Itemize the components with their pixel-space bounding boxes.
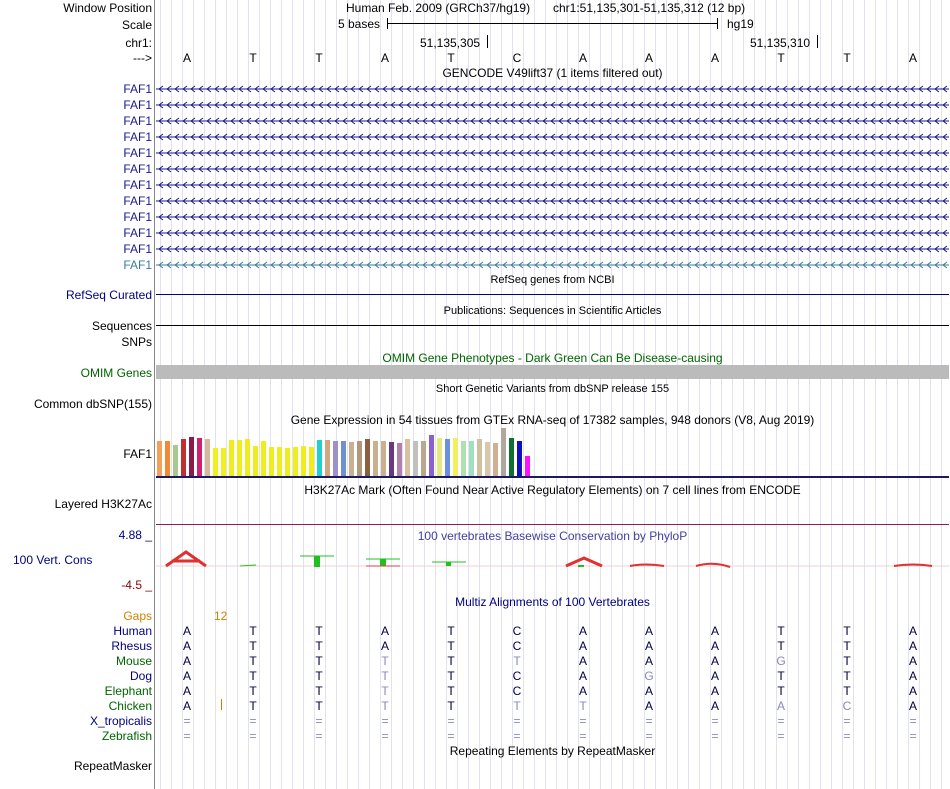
gtex-tissue-bar[interactable] (213, 448, 218, 476)
reference-base: T (777, 51, 785, 65)
alignment-base: T (777, 624, 785, 638)
alignment-base: T (843, 684, 851, 698)
gencode-transcript-line[interactable] (156, 147, 949, 159)
reference-base: A (644, 51, 653, 65)
phylop-max-label: 4.88 _ (118, 528, 152, 542)
alignment-base: A (908, 684, 917, 698)
gtex-tissue-bar[interactable] (165, 441, 170, 476)
alignment-base: T (315, 654, 323, 668)
alignment-base: A (578, 684, 587, 698)
alignment-base: A (710, 624, 719, 638)
gencode-transcript-line[interactable] (156, 83, 949, 95)
alignment-base: A (908, 669, 917, 683)
alignment-base: T (843, 639, 851, 653)
alignment-base: T (513, 654, 521, 668)
refseq-line[interactable] (156, 294, 949, 295)
alignment-base: T (579, 699, 587, 713)
h3k27ac-baseline (156, 524, 949, 525)
alignment-base: T (381, 699, 389, 713)
scale-label: Scale (121, 18, 152, 32)
alignment-base: T (777, 639, 785, 653)
alignment-base: = (183, 714, 191, 728)
alignment-base: A (182, 684, 191, 698)
reference-base: A (578, 51, 587, 65)
alignment-base: A (644, 684, 653, 698)
gtex-tissue-bar[interactable] (349, 442, 354, 476)
gencode-gene-label[interactable]: FAF1 (123, 114, 152, 128)
phylop-graph[interactable] (156, 546, 949, 574)
alignment-base: = (843, 729, 851, 743)
gtex-tissue-bar[interactable] (293, 447, 298, 476)
gtex-tissue-bar[interactable] (285, 448, 290, 476)
label-separator (154, 0, 155, 789)
dbsnp-title: Short Genetic Variants from dbSNP release 155 (435, 383, 670, 395)
alignment-base: C (512, 639, 522, 653)
strand-arrow-label: ---> (133, 51, 152, 65)
gtex-tissue-bar[interactable] (445, 439, 450, 476)
gtex-tissue-bar[interactable] (429, 435, 434, 476)
alignment-base: T (843, 654, 851, 668)
h3k27ac-label[interactable]: Layered H3K27Ac (54, 497, 152, 511)
alignment-base: T (315, 699, 323, 713)
gencode-gene-label[interactable]: FAF1 (123, 98, 152, 112)
gencode-gene-label[interactable]: FAF1 (123, 178, 152, 192)
alignment-base: A (908, 639, 917, 653)
multiz-title: Multiz Alignments of 100 Vertebrates (455, 595, 650, 609)
gtex-tissue-bar[interactable] (397, 443, 402, 476)
alignment-base: A (182, 654, 191, 668)
alignment-base: A (710, 654, 719, 668)
gtex-tissue-bar[interactable] (181, 439, 186, 476)
gtex-tissue-bar[interactable] (485, 442, 490, 476)
reference-base: T (315, 51, 323, 65)
alignment-base: T (447, 624, 455, 638)
gtex-tissue-bar[interactable] (333, 441, 338, 476)
gtex-title: Gene Expression in 54 tissues from GTEx RNA-seq of 17382 samples, 948 donors (V8, Aug 2019) (290, 413, 815, 427)
omim-bar[interactable] (156, 365, 949, 379)
alignment-base: = (315, 729, 323, 743)
alignment-base: = (513, 714, 521, 728)
alignment-base: = (381, 714, 389, 728)
alignment-base: T (447, 684, 455, 698)
alignment-base: A (710, 639, 719, 653)
reference-base: A (380, 51, 389, 65)
gencode-transcript-line[interactable] (156, 211, 949, 223)
scale-bar (387, 23, 717, 24)
alignment-base: = (579, 714, 587, 728)
alignment-base: A (578, 654, 587, 668)
coord-label-1: 51,135,305 (420, 36, 481, 50)
chicken-gap-mark (221, 699, 222, 710)
alignment-base: G (776, 654, 786, 668)
alignment-base: = (909, 729, 917, 743)
alignment-base: = (711, 714, 719, 728)
alignment-base: T (249, 639, 257, 653)
chr-label: chr1: (125, 36, 152, 50)
alignment-base: A (644, 654, 653, 668)
species-label[interactable]: Rhesus (111, 639, 152, 653)
gtex-tissue-bar[interactable] (501, 428, 506, 476)
gtex-tissue-bar[interactable] (477, 439, 482, 476)
alignment-base: A (644, 699, 653, 713)
gtex-tissue-bar[interactable] (469, 441, 474, 476)
gtex-tissue-bar[interactable] (405, 439, 410, 476)
alignment-base: = (249, 714, 257, 728)
gencode-transcript-line[interactable] (156, 99, 949, 111)
gencode-transcript-line[interactable] (156, 227, 949, 239)
gtex-tissue-bar[interactable] (173, 445, 178, 476)
reference-base: C (512, 51, 522, 65)
gtex-tissue-bar[interactable] (509, 438, 514, 476)
alignment-base: T (447, 669, 455, 683)
gtex-tissue-bar[interactable] (437, 438, 442, 476)
coord-tick-1 (487, 35, 488, 48)
repeatmasker-label[interactable]: RepeatMasker (73, 759, 152, 773)
gencode-gene-label[interactable]: FAF1 (123, 242, 152, 256)
gtex-tissue-bar[interactable] (237, 440, 242, 476)
phylop-title: 100 vertebrates Basewise Conservation by PhyloP (417, 529, 688, 543)
h3k27ac-title: H3K27Ac Mark (Often Found Near Active Regulatory Elements) on 7 cell lines from ENCODE (304, 483, 801, 497)
gencode-gene-label[interactable]: FAF1 (123, 130, 152, 144)
alignment-base: T (381, 669, 389, 683)
snps-label[interactable]: SNPs (121, 335, 152, 349)
gaps-label: Gaps (123, 609, 152, 623)
reference-base: A (908, 51, 917, 65)
gaps-value: 12 (214, 609, 228, 623)
gtex-tissue-bar[interactable] (341, 441, 346, 476)
gtex-tissue-bar[interactable] (365, 439, 370, 476)
gencode-gene-label[interactable]: FAF1 (123, 146, 152, 160)
gtex-tissue-bar[interactable] (301, 446, 306, 476)
alignment-base: A (776, 699, 785, 713)
phylop-min-label: -4.5 _ (121, 578, 152, 592)
alignment-base: = (249, 729, 257, 743)
species-label[interactable]: Mouse (115, 654, 152, 668)
refseq-label[interactable]: RefSeq Curated (65, 288, 152, 302)
species-label[interactable]: Chicken (108, 699, 152, 713)
alignment-base: A (578, 639, 587, 653)
alignment-base: = (315, 714, 323, 728)
alignment-base: C (512, 624, 522, 638)
alignment-base: T (249, 684, 257, 698)
alignment-base: T (777, 684, 785, 698)
alignment-base: A (710, 669, 719, 683)
alignment-base: = (579, 729, 587, 743)
alignment-base: A (380, 639, 389, 653)
omim-label[interactable]: OMIM Genes (80, 366, 152, 380)
gencode-transcript-line[interactable] (156, 243, 949, 255)
gencode-gene-label[interactable]: FAF1 (123, 162, 152, 176)
alignment-base: T (315, 624, 323, 638)
reference-base: A (182, 51, 191, 65)
alignment-base: = (843, 714, 851, 728)
alignment-base: A (578, 624, 587, 638)
gtex-tissue-bar[interactable] (453, 438, 458, 476)
reference-base: T (447, 51, 455, 65)
alignment-base: A (182, 639, 191, 653)
gencode-transcript-line[interactable] (156, 259, 949, 271)
gtex-tissue-bar[interactable] (221, 448, 226, 476)
alignment-base: T (249, 699, 257, 713)
gtex-tissue-bar[interactable] (493, 443, 498, 476)
alignment-base: T (843, 624, 851, 638)
gencode-transcript-line[interactable] (156, 195, 949, 207)
gtex-tissue-bar[interactable] (517, 441, 522, 476)
alignment-base: A (908, 654, 917, 668)
db-text: hg19 (727, 17, 754, 31)
gencode-transcript-line[interactable] (156, 115, 949, 127)
publications-title: Publications: Sequences in Scientific Articles (443, 305, 662, 317)
gtex-tissue-bar[interactable] (157, 441, 162, 476)
gencode-transcript-line[interactable] (156, 131, 949, 143)
window-position-label: Window Position (63, 1, 152, 15)
alignment-base: = (183, 729, 191, 743)
alignment-base: G (644, 669, 654, 683)
dbsnp-label[interactable]: Common dbSNP(155) (33, 397, 152, 411)
gtex-baseline (156, 476, 949, 478)
alignment-base: T (777, 669, 785, 683)
scale-bar-left-tick (387, 18, 388, 29)
alignment-base: A (578, 669, 587, 683)
gencode-title: GENCODE V49lift37 (1 items filtered out) (442, 66, 663, 80)
gtex-tissue-bar[interactable] (421, 441, 426, 476)
alignment-base: = (447, 729, 455, 743)
gtex-tissue-bar[interactable] (229, 440, 234, 476)
alignment-base: C (512, 669, 522, 683)
gtex-tissue-bar[interactable] (261, 441, 266, 476)
gencode-gene-label[interactable]: FAF1 (123, 258, 152, 272)
species-label[interactable]: Human (113, 624, 152, 638)
scale-bar-right-tick (717, 18, 718, 29)
gtex-tissue-bar[interactable] (277, 447, 282, 476)
alignment-base: T (447, 639, 455, 653)
alignment-base: T (381, 684, 389, 698)
alignment-base: T (315, 684, 323, 698)
gtex-tissue-bar[interactable] (245, 439, 250, 476)
alignment-base: = (381, 729, 389, 743)
alignment-base: A (182, 624, 191, 638)
gtex-label[interactable]: FAF1 (123, 447, 152, 461)
alignment-base: A (380, 624, 389, 638)
position-text: chr1:51,135,301-51,135,312 (12 bp) (553, 1, 746, 15)
alignment-base: = (513, 729, 521, 743)
gtex-tissue-bar[interactable] (389, 442, 394, 476)
alignment-base: T (843, 669, 851, 683)
publications-line[interactable] (156, 325, 949, 326)
scale-text: 5 bases (338, 17, 381, 31)
reference-base: A (710, 51, 719, 65)
alignment-base: = (777, 729, 785, 743)
gencode-transcript-line[interactable] (156, 163, 949, 175)
alignment-base: C (512, 684, 522, 698)
alignment-base: A (182, 699, 191, 713)
species-label[interactable]: Dog (129, 669, 152, 683)
gtex-tissue-bar[interactable] (357, 441, 362, 476)
alignment-base: A (644, 639, 653, 653)
alignment-base: T (249, 624, 257, 638)
gtex-tissue-bar[interactable] (269, 447, 274, 476)
alignment-base: T (315, 669, 323, 683)
alignment-base: T (513, 699, 521, 713)
gencode-gene-label[interactable]: FAF1 (123, 82, 152, 96)
alignment-base: T (315, 639, 323, 653)
gtex-tissue-bar[interactable] (317, 440, 322, 476)
gtex-tissue-bar[interactable] (253, 446, 258, 476)
alignment-base: A (908, 699, 917, 713)
gtex-tissue-bar[interactable] (373, 441, 378, 476)
gtex-tissue-bar[interactable] (381, 441, 386, 476)
refseq-title: RefSeq genes from NCBI (490, 274, 615, 286)
gtex-tissue-bar[interactable] (461, 441, 466, 476)
alignment-base: T (249, 654, 257, 668)
alignment-base: A (710, 684, 719, 698)
alignment-base: = (711, 729, 719, 743)
alignment-base: T (381, 654, 389, 668)
alignment-base: = (909, 714, 917, 728)
repeatmasker-title: Repeating Elements by RepeatMasker (449, 744, 656, 758)
gtex-tissue-bar[interactable] (197, 438, 202, 476)
alignment-base: C (842, 699, 852, 713)
species-label[interactable]: Zebrafish (101, 729, 152, 743)
reference-base: T (843, 51, 851, 65)
alignment-base: A (710, 699, 719, 713)
alignment-base: = (645, 714, 653, 728)
gtex-tissue-bar[interactable] (525, 456, 530, 476)
omim-title: OMIM Gene Phenotypes - Dark Green Can Be Disease-causing (382, 351, 723, 365)
gtex-tissue-bar[interactable] (309, 447, 314, 476)
alignment-base: T (447, 654, 455, 668)
gencode-transcript-line[interactable] (156, 179, 949, 191)
alignment-base: A (644, 624, 653, 638)
species-label[interactable]: X_tropicalis (89, 714, 152, 728)
publications-label[interactable]: Sequences (91, 319, 152, 333)
gtex-tissue-bar[interactable] (205, 439, 210, 476)
alignment-base: T (249, 669, 257, 683)
alignment-base: = (447, 714, 455, 728)
gtex-tissue-bar[interactable] (189, 437, 194, 476)
coord-tick-2 (817, 35, 818, 48)
assembly-text: Human Feb. 2009 (GRCh37/hg19) (346, 1, 531, 15)
gencode-gene-label[interactable]: FAF1 (123, 226, 152, 240)
gencode-gene-label[interactable]: FAF1 (123, 194, 152, 208)
species-label[interactable]: Elephant (104, 684, 152, 698)
phylop-label[interactable]: 100 Vert. Cons (13, 553, 93, 567)
gtex-tissue-bar[interactable] (325, 440, 330, 476)
coord-label-2: 51,135,310 (750, 36, 811, 50)
alignment-base: = (777, 714, 785, 728)
alignment-base: A (182, 669, 191, 683)
gencode-gene-label[interactable]: FAF1 (123, 210, 152, 224)
gtex-tissue-bar[interactable] (413, 441, 418, 476)
alignment-base: = (645, 729, 653, 743)
alignment-base: T (447, 699, 455, 713)
alignment-base: A (908, 624, 917, 638)
reference-base: T (249, 51, 257, 65)
